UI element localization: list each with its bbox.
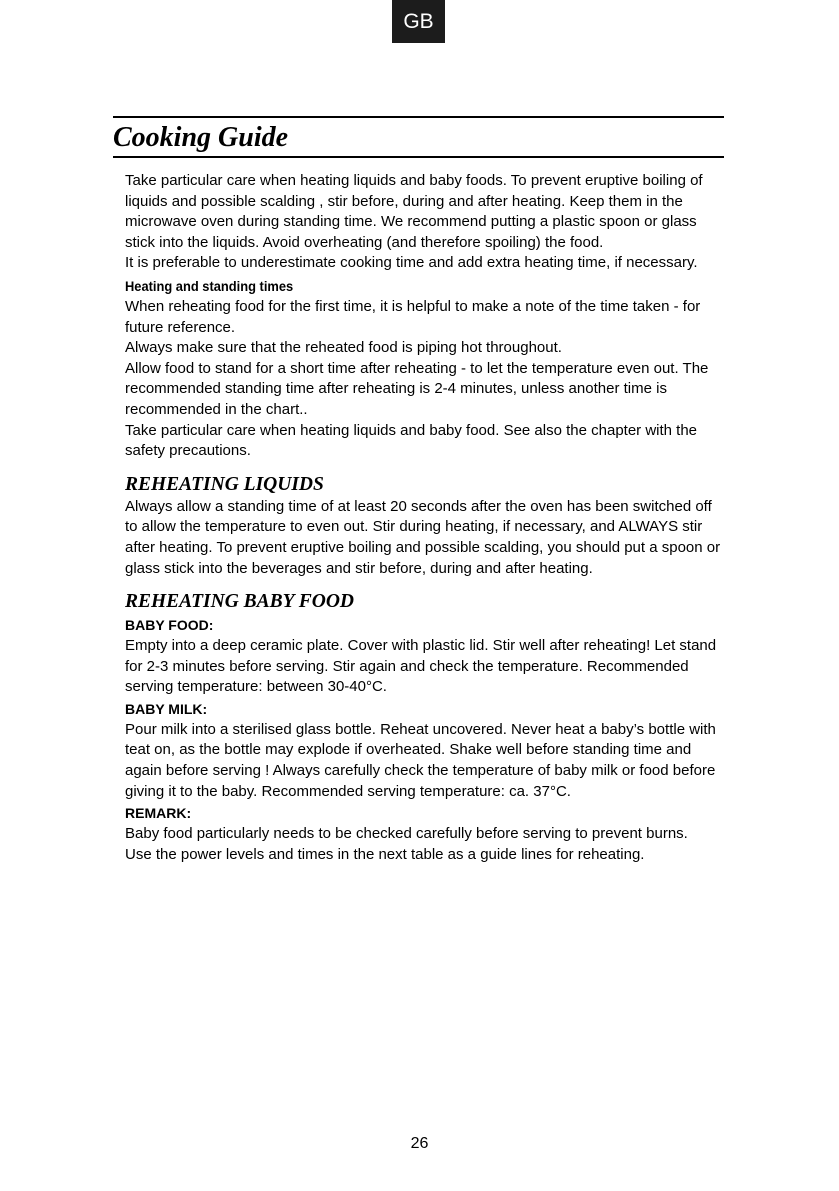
page-body [125, 171, 725, 865]
page-title: Cooking Guide [113, 122, 289, 153]
remark-paragraph: Baby food particularly needs to be checked carefully before serving to prevent burns. [125, 825, 688, 843]
remark-heading: REMARK: [125, 805, 192, 822]
language-tab: GB [392, 0, 445, 43]
intro-paragraph: Take particular care when heating liquids and baby foods. To prevent eruptive boiling of liquids and possible scalding , stir before, during and after heating. Keep them in the microwave oven during standing time. We recommend putting a plastic spoon or glass stick into the liquids. Avoid overheating (and therefore spoiling) the food. [125, 172, 703, 251]
remark-paragraph: Use the power levels and times in the next table as a guide lines for reheating. [125, 845, 645, 863]
baby-food-heading: BABY FOOD: [125, 617, 214, 634]
title-bottom-rule [113, 156, 724, 158]
baby-milk-paragraph: Pour milk into a sterilised glass bottle. Reheat uncovered. Never heat a baby’s bottle with teat on, as the bottle may explode if overheated. Shake well before standing time and again before serving ! Always carefully check the temperature of baby milk or food before giving it to the baby. Recommended serving temperature: ca. 37°C. [125, 720, 716, 800]
title-top-rule [113, 116, 724, 118]
page-number: 26 [410, 1135, 429, 1152]
intro-paragraph: It is preferable to underestimate cooking time and add extra heating time, if necessary. [125, 254, 698, 272]
heating-standing-paragraph: Take particular care when heating liquids and baby food. See also the chapter with the safety precautions. [125, 421, 698, 460]
heating-standing-paragraph: Allow food to stand for a short time after reheating - to let the temperature even out. The recommended standing time after reheating is 2-4 minutes, unless another time is recommended in the chart.. [125, 359, 709, 418]
baby-food-paragraph: Empty into a deep ceramic plate. Cover with plastic lid. Stir well after reheating! Let stand for 2-3 minutes before serving. Stir again and check the temperature. Recommended serving temperature: between 30-40°C. [125, 637, 717, 696]
heating-standing-paragraph: Always make sure that the reheated food is piping hot throughout. [125, 339, 562, 357]
reheating-baby-food-title: REHEATING BABY FOOD [125, 591, 354, 613]
reheating-liquids-title: REHEATING LIQUIDS [125, 473, 324, 495]
baby-milk-heading: BABY MILK: [125, 700, 208, 717]
heating-standing-heading: Heating and standing times [125, 277, 294, 294]
heating-standing-paragraph: When reheating food for the first time, it is helpful to make a note of the time taken - for future reference. [125, 297, 701, 336]
reheating-liquids-paragraph: Always allow a standing time of at least 20 seconds after the oven has been switched off to allow the temperature to even out. Stir during heating, if necessary, and ALWAYS stir after heating. To prevent eruptive boiling and possible scalding, you should put a spoon or glass stick into the beverages and stir before, during and after heating. [125, 497, 721, 577]
